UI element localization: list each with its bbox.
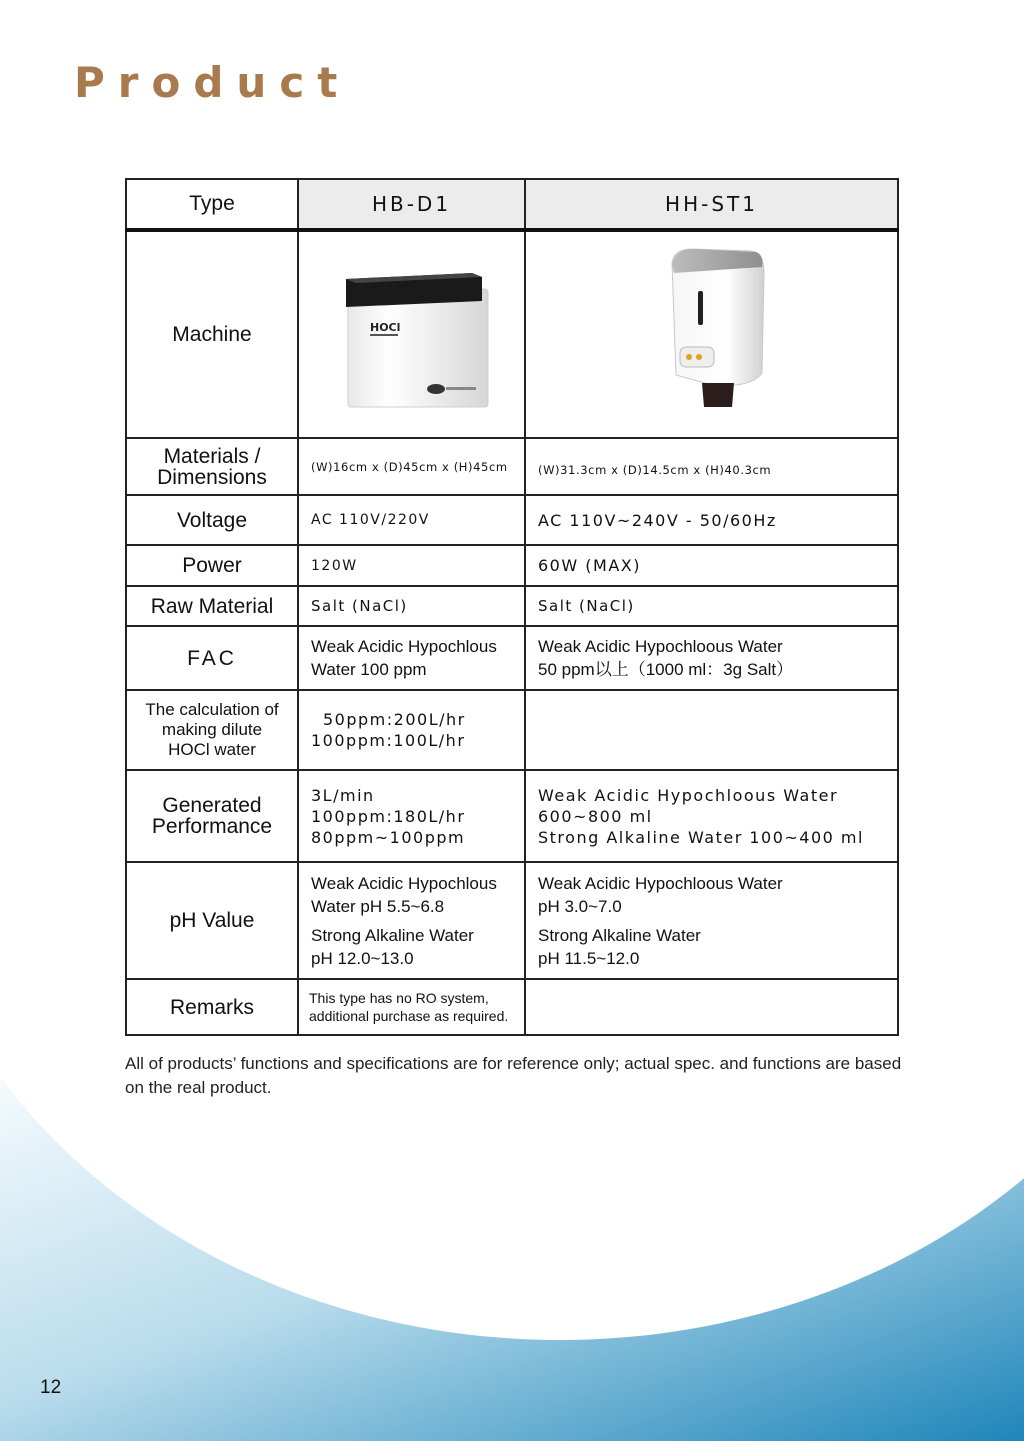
cell-dilute-hb-d1 <box>298 690 525 770</box>
table-row-dilute-calculation <box>126 690 898 770</box>
header-model-hb-d1: HB-D1 <box>298 179 525 230</box>
table-row-fac <box>126 626 898 690</box>
cell-performance-hh-st1-line3: Strong Alkaline Water 100~400 ml <box>538 827 864 847</box>
cell-ph-hb-d1-line2: Water pH 5.5~6.8 <box>311 896 445 916</box>
cell-ph-hh-st1-line1: Weak Acidic Hypochloous Water <box>538 873 783 893</box>
cell-ph-hb-d1-line1: Weak Acidic Hypochlous <box>311 873 497 893</box>
row-label-remarks: Remarks <box>126 979 298 1035</box>
cell-ph-hh-st1-line3: Strong Alkaline Water <box>538 925 701 945</box>
cell-fac-hb-d1-line2: Water 100 ppm <box>311 660 427 679</box>
cell-power-hh-st1: 60W (MAX) <box>525 545 898 586</box>
cell-remarks-hb-d1-line2: additional purchase as required. <box>309 1008 509 1024</box>
cell-ph-hb-d1-line4: pH 12.0~13.0 <box>311 948 414 968</box>
cell-dilute-hh-st1-empty <box>525 690 898 770</box>
row-label-dilute-line2: making dilute <box>161 720 263 739</box>
table-row-voltage <box>126 495 898 545</box>
table-row-ph <box>126 862 898 979</box>
cell-fac-hh-st1-line1: Weak Acidic Hypochloous Water <box>538 637 783 656</box>
spec-table <box>125 178 899 1036</box>
cell-performance-hb-d1-line3: 80ppm~100ppm <box>311 827 466 847</box>
cell-performance-hb-d1-line2: 100ppm:180L/hr <box>311 806 466 826</box>
cell-voltage-hb-d1: AC 110V/220V <box>298 495 525 545</box>
cell-performance-hh-st1-line1: Weak Acidic Hypochloous Water <box>538 785 839 805</box>
hh-st1-machine-image <box>652 243 772 423</box>
cell-performance-hh-st1 <box>525 770 898 862</box>
cell-power-hb-d1: 120W <box>298 545 525 586</box>
cell-dilute-hb-d1-line1: 50ppm:200L/hr <box>323 710 466 729</box>
cell-remarks-hh-st1-empty <box>525 979 898 1035</box>
cell-voltage-hh-st1: AC 110V~240V - 50/60Hz <box>525 495 898 545</box>
product-image-hh-st1 <box>525 230 898 438</box>
table-row-performance <box>126 770 898 862</box>
hocl-logo-text: HOCl <box>369 320 400 334</box>
header-model-hh-st1: HH-ST1 <box>525 179 898 230</box>
cell-fac-hb-d1 <box>298 626 525 690</box>
row-label-dilute-line1: The calculation of <box>145 700 279 719</box>
cell-dimensions-hh-st1: (W)31.3cm x (D)14.5cm x (H)40.3cm <box>525 438 898 495</box>
cell-remarks-hb-d1-line1: This type has no RO system, <box>309 990 489 1006</box>
hb-d1-machine-image <box>332 253 492 413</box>
cell-ph-hh-st1 <box>525 862 898 979</box>
cell-performance-hb-d1 <box>298 770 525 862</box>
cell-raw-material-hh-st1: Salt (NaCl) <box>525 586 898 626</box>
row-label-dilute-calculation <box>126 690 298 770</box>
table-row-dimensions <box>126 438 898 495</box>
cell-fac-hh-st1 <box>525 626 898 690</box>
disclaimer-note: All of products’ functions and specifications are for reference only; actual spec. and functions are based on the real product. <box>125 1054 902 1097</box>
page-title: Product <box>74 58 351 107</box>
cell-raw-material-hb-d1: Salt (NaCl) <box>298 586 525 626</box>
row-label-dimensions-line2: Dimensions <box>157 465 267 489</box>
table-row-machine <box>126 230 898 438</box>
header-type: Type <box>126 179 298 230</box>
row-label-power: Power <box>126 545 298 586</box>
row-label-performance-line2: Performance <box>151 815 273 838</box>
row-label-ph: pH Value <box>126 862 298 979</box>
table-row-raw-material <box>126 586 898 626</box>
cell-ph-hh-st1-line2: pH 3.0~7.0 <box>538 896 622 916</box>
row-label-machine: Machine <box>126 230 298 438</box>
row-label-dimensions-line1: Materials / <box>163 444 261 468</box>
row-label-voltage: Voltage <box>126 495 298 545</box>
table-header-row <box>126 179 898 230</box>
cell-ph-hb-d1 <box>298 862 525 979</box>
table-row-remarks <box>126 979 898 1035</box>
cell-performance-hh-st1-line2: 600~800 ml <box>538 806 653 826</box>
row-label-dimensions <box>126 438 298 495</box>
cell-remarks-hb-d1 <box>298 979 525 1035</box>
cell-fac-hh-st1-line2: 50 ppm以上（1000 ml：3g Salt） <box>538 660 794 679</box>
cell-dimensions-hb-d1: (W)16cm x (D)45cm x (H)45cm <box>298 438 525 495</box>
cell-ph-hh-st1-line4: pH 11.5~12.0 <box>538 948 640 968</box>
row-label-fac: FAC <box>126 626 298 690</box>
row-label-raw-material: Raw Material <box>126 586 298 626</box>
row-label-dilute-line3: HOCl water <box>168 740 256 759</box>
cell-ph-hb-d1-line3: Strong Alkaline Water <box>311 925 474 945</box>
page-number: 12 <box>40 1377 62 1398</box>
cell-dilute-hb-d1-line2: 100ppm:100L/hr <box>311 731 466 750</box>
cell-fac-hb-d1-line1: Weak Acidic Hypochlous <box>311 637 497 656</box>
product-image-hb-d1 <box>298 230 525 438</box>
cell-performance-hb-d1-line1: 3L/min <box>311 785 375 805</box>
row-label-performance-line1: Generated <box>162 794 262 817</box>
row-label-performance <box>126 770 298 862</box>
table-row-power <box>126 545 898 586</box>
